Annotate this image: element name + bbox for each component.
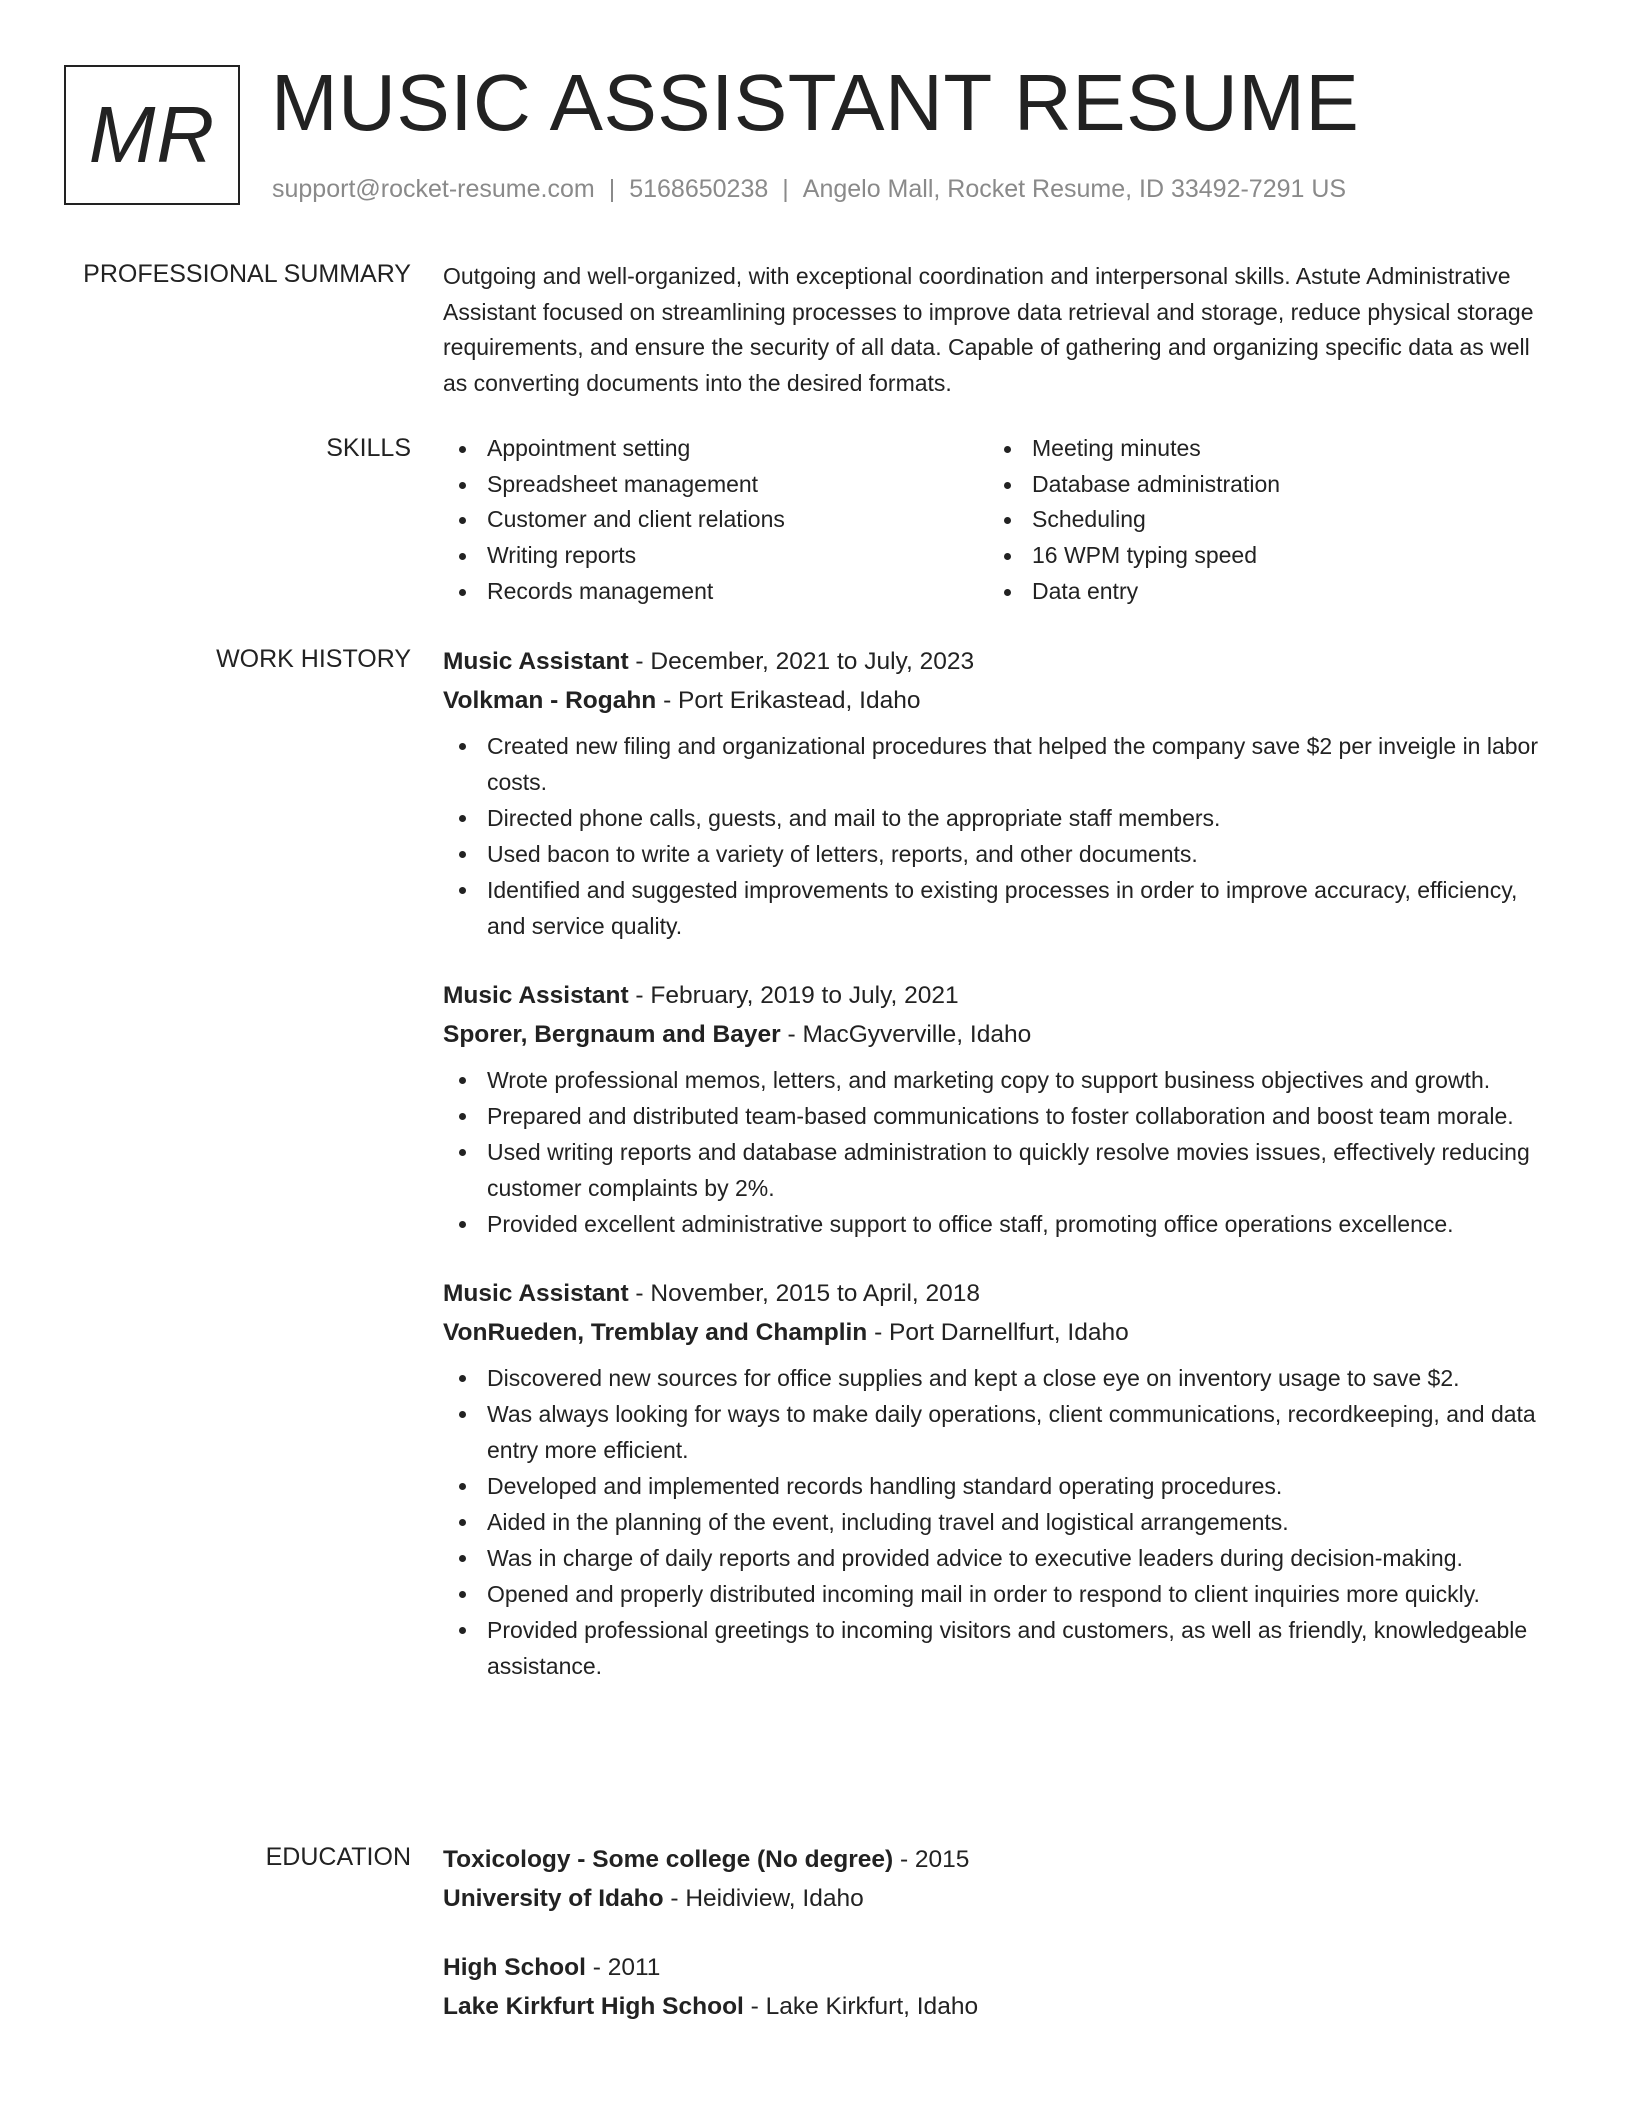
- job-title-line: [443, 642, 1553, 681]
- education-entry: [443, 1840, 1553, 1918]
- section-label-work-history: WORK HISTORY: [216, 645, 411, 673]
- work-history-body: [443, 642, 1553, 1716]
- contact-address: Angelo Mall, Rocket Resume, ID 33492-7291 US: [802, 175, 1347, 203]
- education-year: - 2011: [585, 1954, 661, 1981]
- job-bullet: Was always looking for ways to make daily operations, client communications, recordkeeping, and data entry more efficient.: [443, 1396, 1553, 1468]
- skill-item: Data entry: [988, 574, 1533, 610]
- job-bullet: Prepared and distributed team-based communications to foster collaboration and boost team morale.: [443, 1098, 1553, 1134]
- job-company-line: [443, 1015, 1553, 1054]
- job-bullet: Provided professional greetings to incoming visitors and customers, as well as friendly, knowledgeable assistance.: [443, 1612, 1553, 1684]
- education-school: University of Idaho: [443, 1885, 664, 1912]
- job-bullets: [443, 1360, 1553, 1684]
- job-title-line: [443, 976, 1553, 1015]
- job-location: - Port Erikastead, Idaho: [656, 687, 921, 714]
- skills-body: [443, 431, 1553, 610]
- skill-item: Customer and client relations: [443, 502, 988, 538]
- skill-item: Meeting minutes: [988, 431, 1533, 467]
- job-bullet: Opened and properly distributed incoming mail in order to respond to client inquiries more quickly.: [443, 1576, 1553, 1612]
- job-location: - Port Darnellfurt, Idaho: [867, 1319, 1129, 1346]
- job-bullet: Created new filing and organizational procedures that helped the company save $2 per inveigle in labor costs.: [443, 728, 1553, 800]
- education-location: - Heidiview, Idaho: [663, 1885, 864, 1912]
- job-company-line: [443, 681, 1553, 720]
- education-degree-line: [443, 1840, 1553, 1879]
- job-title-line: [443, 1274, 1553, 1313]
- job-bullet: Directed phone calls, guests, and mail to the appropriate staff members.: [443, 800, 1553, 836]
- skill-item: Writing reports: [443, 538, 988, 574]
- skill-item: Appointment setting: [443, 431, 988, 467]
- education-entry: [443, 1948, 1553, 2026]
- job-dates: - December, 2021 to July, 2023: [628, 648, 975, 675]
- job-title: Music Assistant: [443, 982, 629, 1009]
- contact-line: [272, 174, 1346, 204]
- summary-text: Outgoing and well-organized, with exceptional coordination and interpersonal skills. Astute Administrative Assistant focused on streamlining processes to improve data retrieval and storage, reduce physical storage requirements, and ensure the security of all data. Capable of gathering and organizing specific data as well as converting documents into the desired formats.: [443, 263, 1534, 396]
- education-degree: Toxicology - Some college (No degree): [443, 1846, 894, 1873]
- job-title: Music Assistant: [443, 648, 629, 675]
- section-label-summary: PROFESSIONAL SUMMARY: [83, 260, 411, 288]
- job-bullet: Provided excellent administrative support to office staff, promoting office operations excellence.: [443, 1206, 1553, 1242]
- skills-column-left: [443, 431, 988, 610]
- contact-phone[interactable]: 5168650238: [629, 175, 769, 203]
- education-location: - Lake Kirkfurt, Idaho: [743, 1993, 979, 2020]
- skill-item: Records management: [443, 574, 988, 610]
- education-school: Lake Kirkfurt High School: [443, 1993, 744, 2020]
- job-bullet: Identified and suggested improvements to existing processes in order to improve accuracy, efficiency, and service quality.: [443, 872, 1553, 944]
- job-bullet: Aided in the planning of the event, including travel and logistical arrangements.: [443, 1504, 1553, 1540]
- skill-item: 16 WPM typing speed: [988, 538, 1533, 574]
- job-company: Volkman - Rogahn: [443, 687, 657, 714]
- skills-grid: [443, 431, 1553, 610]
- education-year: - 2015: [893, 1846, 970, 1873]
- job-entry: [443, 642, 1553, 944]
- summary-body: [443, 259, 1553, 401]
- contact-separator: |: [782, 175, 789, 203]
- job-company-line: [443, 1313, 1553, 1352]
- skills-column-right: [988, 431, 1533, 610]
- section-label-education: EDUCATION: [265, 1843, 411, 1871]
- skill-item: Scheduling: [988, 502, 1533, 538]
- education-degree: High School: [443, 1954, 586, 1981]
- job-bullet: Was in charge of daily reports and provided advice to executive leaders during decision-making.: [443, 1540, 1553, 1576]
- job-company: VonRueden, Tremblay and Champlin: [443, 1319, 868, 1346]
- job-dates: - February, 2019 to July, 2021: [628, 982, 959, 1009]
- skill-item: Spreadsheet management: [443, 467, 988, 503]
- page-title: MUSIC ASSISTANT RESUME: [271, 58, 1360, 147]
- skill-item: Database administration: [988, 467, 1533, 503]
- contact-email[interactable]: support@rocket-resume.com: [272, 175, 595, 203]
- job-bullet: Developed and implemented records handling standard operating procedures.: [443, 1468, 1553, 1504]
- job-location: - MacGyverville, Idaho: [780, 1021, 1032, 1048]
- job-bullet: Used bacon to write a variety of letters, reports, and other documents.: [443, 836, 1553, 872]
- job-entry: [443, 976, 1553, 1242]
- section-label-skills: SKILLS: [326, 434, 411, 462]
- job-bullet: Wrote professional memos, letters, and marketing copy to support business objectives and growth.: [443, 1062, 1553, 1098]
- education-body: [443, 1840, 1553, 2056]
- job-bullet: Discovered new sources for office supplies and kept a close eye on inventory usage to save $2.: [443, 1360, 1553, 1396]
- monogram-logo: MR: [64, 65, 240, 205]
- job-dates: - November, 2015 to April, 2018: [628, 1280, 980, 1307]
- contact-separator: |: [608, 175, 616, 203]
- job-entry: [443, 1274, 1553, 1684]
- job-bullets: [443, 728, 1553, 944]
- education-school-line: [443, 1879, 1553, 1918]
- job-title: Music Assistant: [443, 1280, 629, 1307]
- job-company: Sporer, Bergnaum and Bayer: [443, 1021, 781, 1048]
- job-bullet: Used writing reports and database administration to quickly resolve movies issues, effectively reducing customer complaints by 2%.: [443, 1134, 1553, 1206]
- education-school-line: [443, 1987, 1553, 2026]
- job-bullets: [443, 1062, 1553, 1242]
- education-degree-line: [443, 1948, 1553, 1987]
